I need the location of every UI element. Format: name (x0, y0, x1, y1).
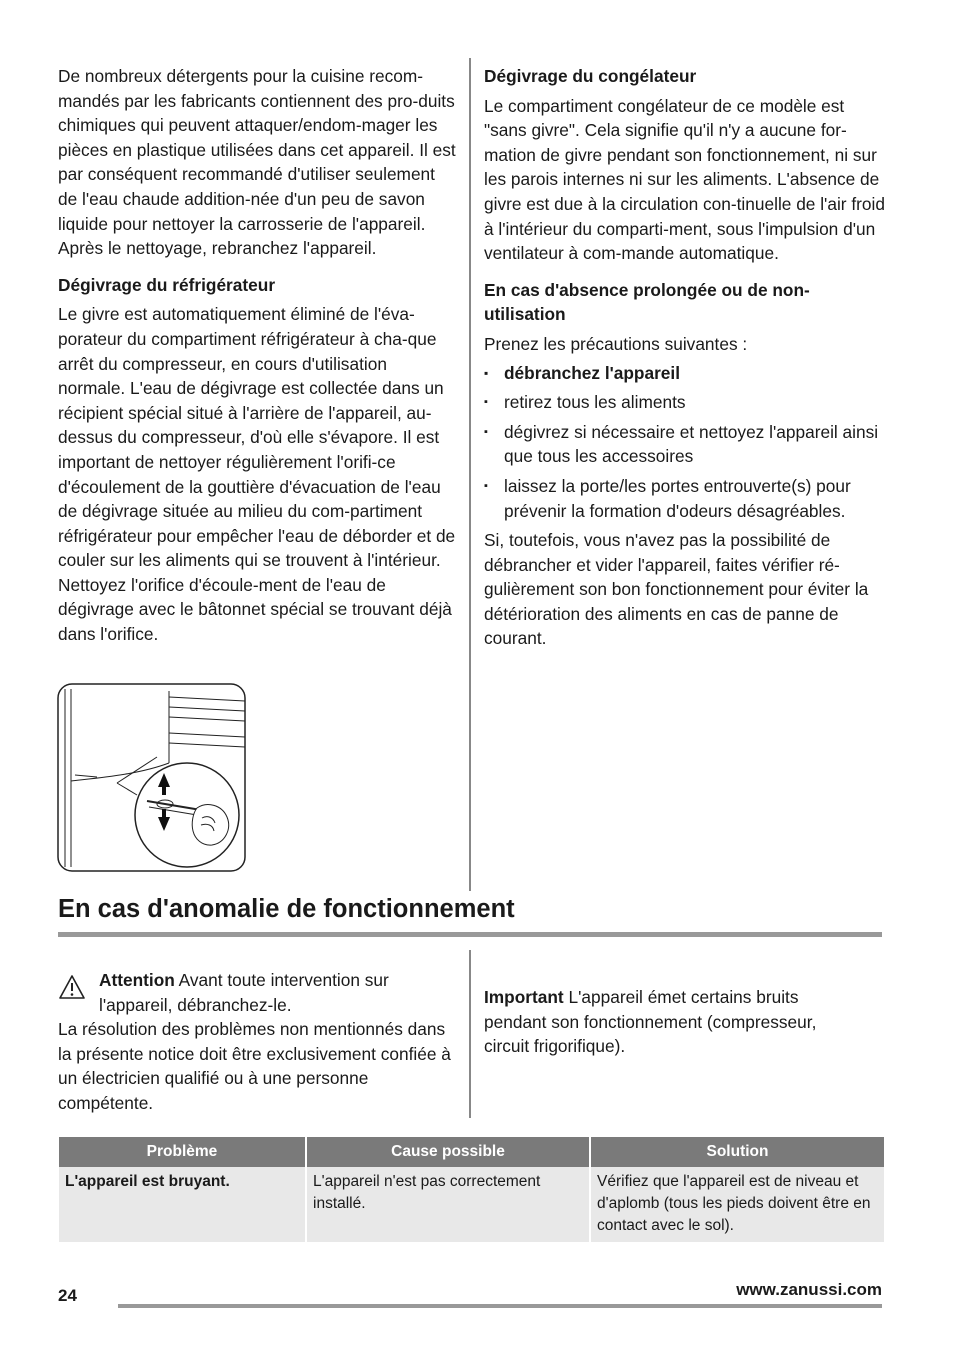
header-problem: Problème (59, 1137, 305, 1167)
absence-heading: En cas d'absence prolongée ou de non-utilisation (484, 279, 810, 325)
precautions-intro: Prenez les précautions suivantes : (484, 333, 748, 354)
freezer-defrost-heading: Dégivrage du congélateur (484, 66, 697, 86)
important-text: L'appareil émet certains bruits pendant son fonctionnement (compresseur, circuit frigorifique). (484, 987, 817, 1057)
troubleshooting-table (57, 1137, 886, 1242)
after-cleaning-text: Après le nettoyage, rebranchez l'appareil. (58, 238, 377, 259)
cell-problem: L'appareil est bruyant. (59, 1167, 305, 1242)
attention-line (58, 968, 458, 1017)
attention-text: Avant toute intervention sur l'appareil, débranchez-le. (99, 970, 389, 1015)
column-divider-bottom (469, 950, 471, 1118)
drain-hole-cleaning-illustration (57, 683, 247, 873)
fridge-defrost-paragraph: Le givre est automatiquement éliminé de l'éva-porateur du compartiment réfrigérateur à cha-que arrêt du compresseur, en cours d'utilisation normale. L'eau de dégivrage est collectée dans un récipient spécial situé à l'arrière de l'appareil, au-dessus du compresseur, d'où elle s'évapore. Il est important de nettoyer régulièrement l'orifi-ce d'écoulement de la gouttière d'évacuation de l'eau de dégivrage située au milieu du com-partiment réfrigérateur pour empêcher l'eau de déborder et de couler sur les aliments qui se trouvent à l'intérieur. Nettoyez l'orifice d'écoule-ment de l'eau de dégivrage avec le bâtonnet spécial se trouvant déjà dans l'orifice. (58, 304, 456, 645)
attention-block (58, 968, 458, 1116)
important-line (484, 985, 864, 1059)
attention-follow-text: La résolution des problèmes non mentionnés dans la présente notice doit être exclusivement confiée à un électricien qualifié ou à une personne compétente. (58, 1019, 451, 1113)
cleaning-intro-paragraph: De nombreux détergents pour la cuisine recom-mandés par les fabricants contiennent des pro-duits chimiques qui peuvent attaquer/endom-mager les pièces en plastique utilisées dans cet appareil. Il est par conséquent recommandé d'utiliser seulement de l'eau chaude addition-née d'un peu de savon liquide pour nettoyer la carrosserie de l'appareil. (58, 66, 456, 234)
cell-cause: L'appareil n'est pas correctement installé. (307, 1167, 589, 1242)
cell-solution: Vérifiez que l'appareil est de niveau et d'aplomb (tous les pieds doivent être en contact avec le sol). (591, 1167, 884, 1242)
table-header-row (59, 1137, 884, 1167)
precautions-list (484, 361, 886, 524)
right-column (484, 64, 886, 651)
table-row (59, 1167, 884, 1242)
column-divider-top (469, 58, 471, 891)
list-item: ▪ laissez la porte/les portes entrouverte(s) pour prévenir la formation d'odeurs désagréables. (484, 474, 886, 523)
warning-triangle-icon (58, 974, 86, 1000)
section-title: En cas d'anomalie de fonctionnement (58, 895, 515, 923)
header-solution: Solution (591, 1137, 884, 1167)
list-item: ▪ retirez tous les aliments (484, 390, 886, 415)
freezer-defrost-paragraph: Le compartiment congélateur de ce modèle est "sans givre". Cela signifie qu'il n'y a aucune for-mation de givre pendant son fonctionnement, ni sur les parois internes ni sur les aliments. L'absence de givre est due à la circulation con-tinuelle de l'air froid à l'intérieur du comparti-ment, sous l'impulsion d'un ventilateur à com-mande automatique. (484, 95, 885, 264)
header-cause: Cause possible (307, 1137, 589, 1167)
website-link[interactable]: www.zanussi.com (736, 1280, 882, 1299)
page-number: 24 (58, 1286, 77, 1305)
footer-rule (118, 1304, 882, 1308)
list-item: ▪ dégivrez si nécessaire et nettoyez l'appareil ainsi que tous les accessoires (484, 420, 886, 469)
attention-label: Attention (99, 970, 175, 990)
section-rule (58, 932, 882, 937)
closing-paragraph: Si, toutefois, vous n'avez pas la possibilité de débrancher et vider l'appareil, faites vérifier ré-gulièrement son bon fonctionnement pour éviter la détérioration des aliments en cas de panne de courant. (484, 530, 869, 649)
important-label: Important (484, 987, 564, 1007)
fridge-defrost-heading: Dégivrage du réfrigérateur (58, 274, 276, 295)
left-column (58, 64, 458, 647)
list-item: ▪ débranchez l'appareil (484, 361, 886, 386)
important-block (484, 985, 864, 1059)
